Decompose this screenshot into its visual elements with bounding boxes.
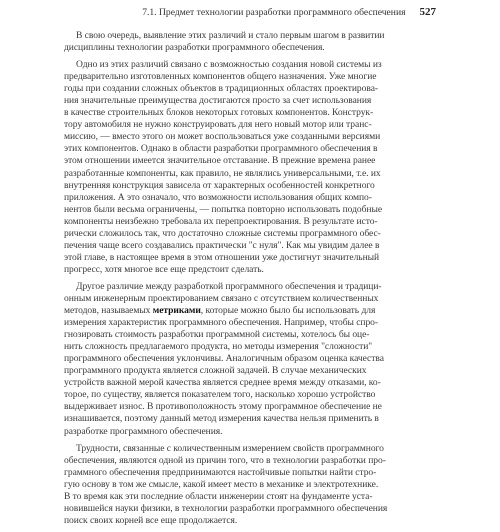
text-line: внутренняя конструкция зависела от характерных особенностей конкретного: [64, 179, 375, 191]
paragraph-4: [64, 443, 438, 527]
running-head: [56, 6, 436, 18]
text-line: годы при создании сложных объектов в традиционных областях проектирова-: [64, 83, 379, 95]
text-line: дисциплины технологии разработки программного обеспечения.: [64, 42, 325, 54]
text-line: гнозировать стоимость разработки программной системы, хотелось бы оце-: [64, 329, 370, 341]
text-line: изнашивается, поэтому данный метод измерения качества нельзя применить в: [64, 413, 379, 425]
text-line: В свою очередь, выявление этих различий и стало первым шагом в развитии: [76, 30, 385, 41]
text-line-with-term: [64, 305, 438, 317]
text-line: устройств важной мерой качества является среднее время между отказами, ко-: [64, 377, 381, 389]
text-line: измерения характеристик программного обеспечения. Например, чтобы спро-: [64, 317, 379, 329]
text-line: этих компонентов. Однако в области разработки программного обеспечения в: [64, 143, 378, 155]
paragraph-3: [64, 281, 438, 438]
paragraph-2: [64, 59, 438, 276]
text-run: , которые можно было бы использовать для: [200, 305, 376, 317]
text-line: поиск своих корней все еще продолжается.: [64, 514, 238, 526]
body-text: [64, 30, 438, 532]
text-line: В то время как эти последние области инженерии стоят на фундаменте уста-: [64, 490, 373, 502]
text-line: выдерживает износ. В противоположность этому программное обеспечение не: [64, 401, 382, 413]
text-line: прогресс, хотя многое все еще предстоит сделать.: [64, 263, 264, 275]
text-line: Одно из этих различий связано с возможностью создания новой системы из: [76, 59, 382, 71]
text-line: Трудности, связанные с количественным измерением свойств программного: [76, 442, 384, 454]
text-line: новившейся науки физики, в технологии разработки программного обеспечения: [64, 502, 388, 514]
text-line: торое, по существу, является показателем того, насколько хорошо устройство: [64, 389, 376, 401]
text-line: Другое различие между разработкой программного обеспечения и традици-: [76, 280, 382, 292]
text-line: программного обеспечения уклончивы. Аналогичным образом оценка качества: [64, 353, 384, 365]
text-line: предварительно изготовленных компонентов общего назначения. Уже многие: [64, 71, 377, 83]
text-line: печения чаще всего создавались практически "с нуля". Как мы увидим далее в: [64, 239, 380, 251]
chapter-section-title: 7.1. Предмет технологии разработки программного обеспечения: [142, 7, 406, 18]
text-line: миссию, — вместо этого он может воспользоваться уже созданными версиями: [64, 131, 381, 143]
text-line: этом отношении имеется значительное отставание. В прежние времена ранее: [64, 155, 376, 167]
text-line: онным инженерным проектированием связано с отсутствием количественных: [64, 292, 379, 304]
text-line: приложения. А это означало, что возможности использования общих компо-: [64, 191, 372, 203]
text-line: тору автомобиля не нужно конструировать для него новый мотор или транс-: [64, 119, 372, 131]
text-line: компоненты неизбежно требовала их перепроектирования. В результате исто-: [64, 215, 378, 227]
page-number: 527: [419, 6, 436, 18]
text-line: рически сложилось так, что достаточно сложные системы программного обес-: [64, 227, 381, 239]
text-line: программного продукта является сложной задачей. В случае механических: [64, 365, 367, 377]
text-line: нентов были весьма ограничены, — попытка повторно использовать подобные: [64, 203, 383, 215]
text-line: этой главе, в настоящее время в этом отношении уже достигнут значительный: [64, 251, 380, 263]
text-line: в качестве строительных блоков некоторых готовых компонентов. Конструк-: [64, 107, 374, 119]
text-line: граммного обеспечения предпринимаются настойчивые попытки найти стро-: [64, 466, 377, 478]
text-line: разработке программного обеспечения.: [64, 425, 223, 437]
text-line: разработанные компоненты, как правило, не являлись универсальными, т.е. их: [64, 167, 381, 179]
text-run: методов, называемых: [64, 305, 153, 317]
text-line: ния значительные преимущества достигаются просто за счет использования: [64, 95, 372, 107]
paragraph-1: [64, 30, 438, 54]
text-line: обеспечения, являются одной из причин того, что в технологии разработки про-: [64, 454, 386, 466]
text-line: гую основу в том же смысле, какой имеет место в механике и электротехнике.: [64, 478, 379, 490]
text-line: нить сложность предлагаемого продукта, но методы измерения "сложности": [64, 341, 373, 353]
key-term: метриками: [152, 305, 201, 317]
